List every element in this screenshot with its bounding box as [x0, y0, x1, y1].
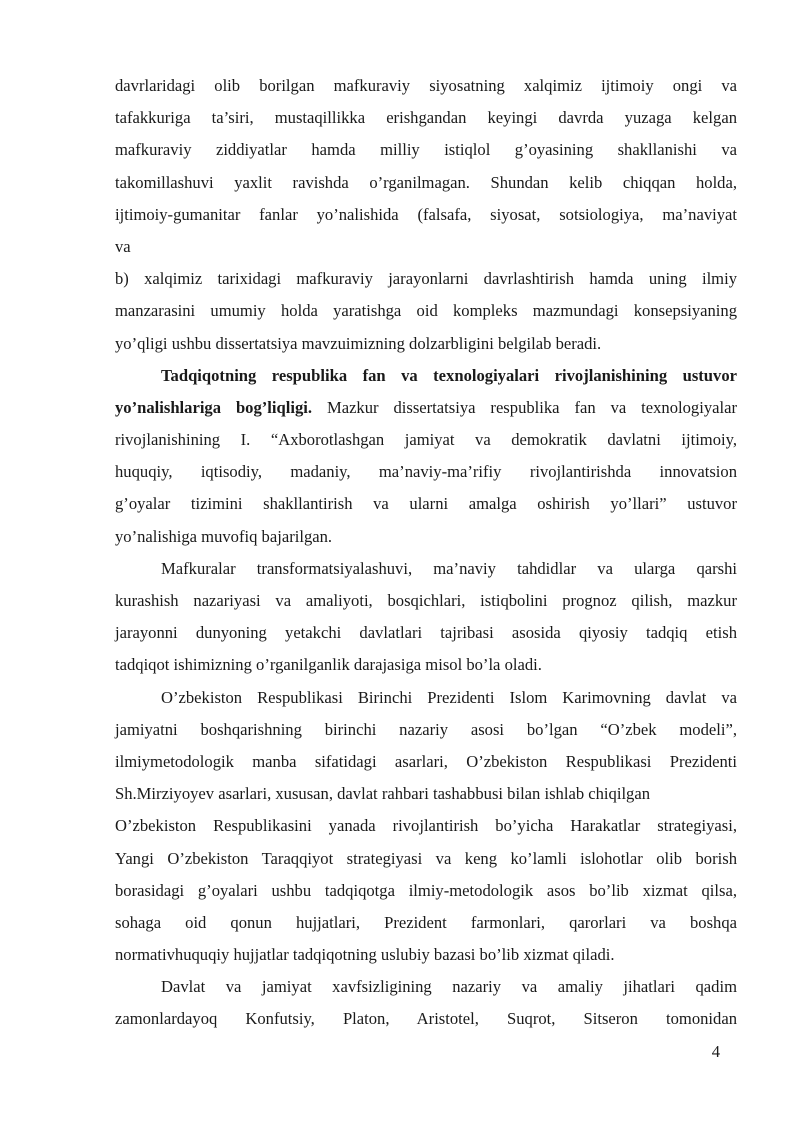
text-line: ilmiymetodologik manba sifatidagi asarlari, O’zbekiston Respublikasi Prezidenti [115, 751, 737, 771]
text-line [115, 360, 737, 392]
text-line: jamiyatni boshqarishning birinchi nazariy asosi bo’lgan “O’zbek modeli”, [115, 719, 737, 739]
text-line: takomillashuvi yaxlit ravishda o’rganilmagan. Shundan kelib chiqqan holda, [115, 172, 737, 192]
text-line: va [115, 236, 131, 256]
text-line: borasidagi g’oyalari ushbu tadqiqotga ilmiy-metodologik asos bo’lib xizmat qilsa, [115, 880, 737, 900]
paragraph-5 [115, 971, 737, 1035]
text-line: zamonlardayoq Konfutsiy, Platon, Aristotel, Suqrot, Sitseron tomonidan [115, 1009, 737, 1029]
text-line: mafkuraviy ziddiyatlar hamda milliy istiqlol g’oyasining shakllanishi va [115, 140, 737, 160]
text-line: huquqiy, iqtisodiy, madaniy, ma’naviy-ma’rifiy rivojlantirishda innovatsion [115, 462, 737, 482]
paragraph-3 [115, 553, 737, 682]
text-line: tadqiqot ishimizning o’rganilganlik darajasiga misol bo’la oladi. [115, 655, 542, 675]
text-line: yo’nalishiga muvofiq bajarilgan. [115, 526, 333, 546]
document-page [115, 70, 737, 1036]
text-line: Yangi O’zbekiston Taraqqiyot strategiyasi va keng ko’lamli islohotlar olib borish [115, 848, 737, 868]
text-line: kurashish nazariyasi va amaliyoti, bosqichlari, istiqbolini prognoz qilish, mazkur [115, 591, 737, 610]
text-line: O’zbekiston Respublikasini yanada rivojlantirish bo’yicha Harakatlar strategiyasi, [115, 816, 737, 836]
text-line: Sh.Mirziyoyev asarlari, xususan, davlat rahbari tashabbusi bilan ishlab chiqilgan [115, 784, 651, 804]
text-line: b) xalqimiz tarixidagi mafkuraviy jarayonlarni davrlashtirish hamda uning ilmiy [115, 269, 737, 289]
text-line: jarayonni dunyoning yetakchi davlatlari tajribasi asosida qiyosiy tadqiq etish [115, 623, 737, 643]
section-heading: Tadqiqotning respublika fan va texnologiyalari rivojlanishining ustuvor [161, 365, 737, 385]
paragraph-1 [115, 70, 737, 360]
section-heading: yo’nalishlariga bog’liqligi. [115, 397, 313, 417]
text-line: ijtimoiy-gumanitar fanlar yo’nalishida (falsafa, siyosat, sotsiologiya, ma’naviyat [115, 204, 737, 224]
text-line: O’zbekiston Respublikasi Birinchi Prezidenti Islom Karimovning davlat va [161, 687, 737, 707]
text-line: sohaga oid qonun hujjatlari, Prezident farmonlari, qarorlari va boshqa [115, 912, 737, 932]
text-line: g’oyalar tizimini shakllantirish va ularni amalga oshirish yo’llari” ustuvor [115, 494, 737, 514]
text-line: Davlat va jamiyat xavfsizligining nazariy va amaliy jihatlari qadim [161, 977, 737, 997]
text-line: yo’qligi ushbu dissertatsiya mavzuimizning dolzarbligini belgilab beradi. [115, 333, 602, 353]
text-line: tafakkuriga ta’siri, mustaqillikka erishgandan keyingi davrda yuzaga kelgan [115, 108, 737, 128]
text-line: rivojlanishining I. “Axborotlashgan jamiyat va demokratik davlatni ijtimoiy, [115, 430, 737, 450]
paragraph-4 [115, 682, 737, 972]
text-line [115, 392, 737, 424]
text-run: Mazkur dissertatsiya respublika fan va texnologiyalar [312, 397, 737, 417]
page-number: 4 [711, 1042, 720, 1061]
text-line: manzarasini umumiy holda yaratishga oid kompleks mazmundagi konsepsiyaning [115, 301, 737, 321]
text-line: normativhuquqiy hujjatlar tadqiqotning uslubiy bazasi bo’lib xizmat qiladi. [115, 945, 615, 965]
paragraph-2 [115, 360, 737, 553]
text-line: davrlaridagi olib borilgan mafkuraviy siyosatning xalqimiz ijtimoiy ongi va [115, 76, 737, 95]
text-line: Mafkuralar transformatsiyalashuvi, ma’naviy tahdidlar va ularga qarshi [161, 558, 737, 578]
